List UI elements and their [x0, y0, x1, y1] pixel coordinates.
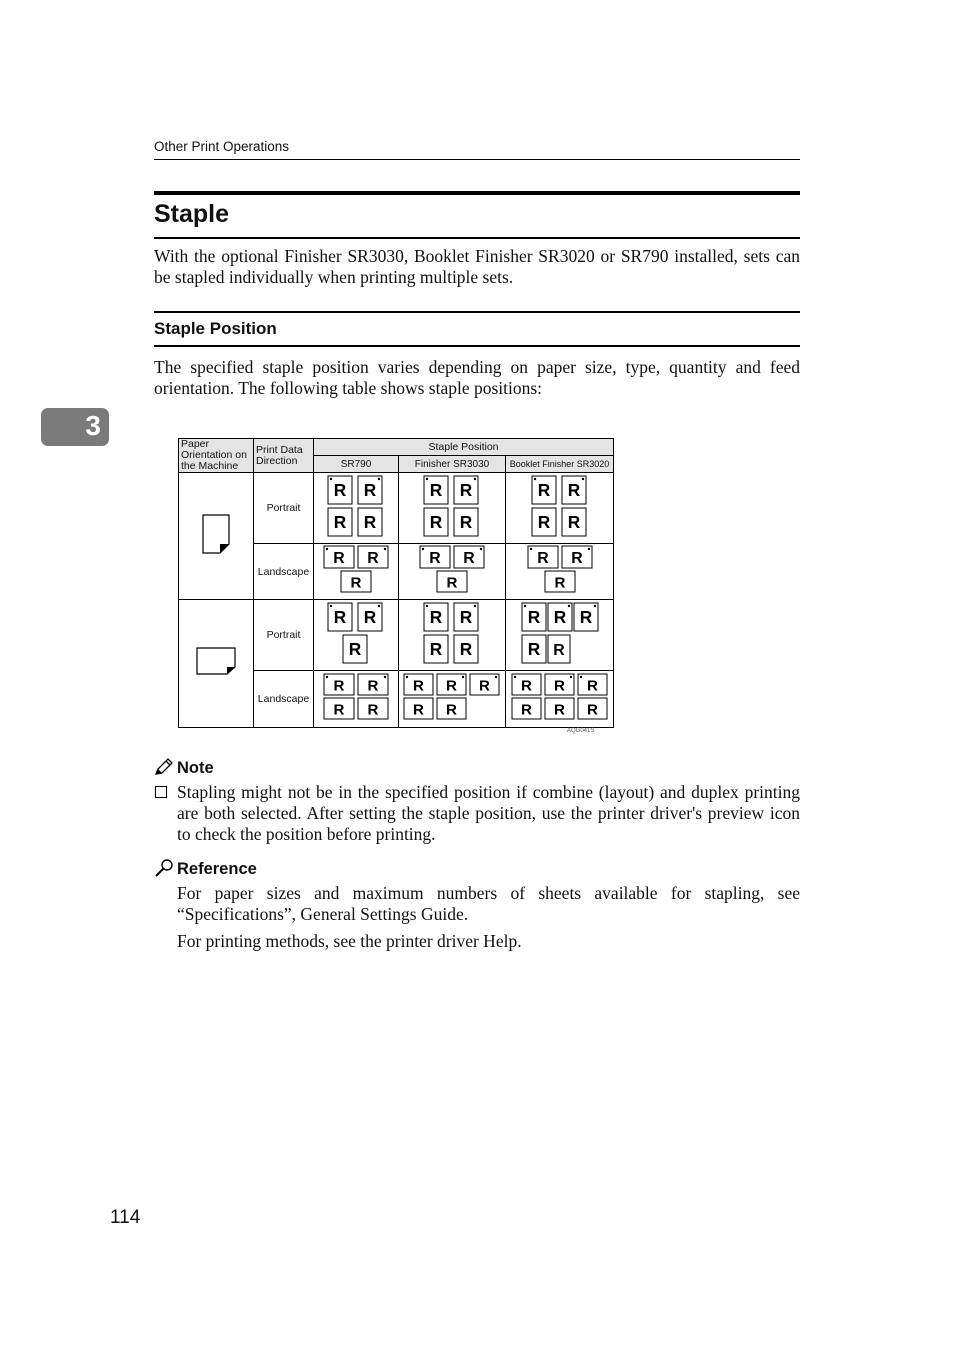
- staple-cell: [506, 544, 614, 600]
- staple-diagram: [422, 601, 482, 665]
- r-glyph: R: [333, 511, 347, 532]
- reference-line-2: For printing methods, see the printer driver Help.: [177, 931, 522, 951]
- paper-landscape-cell: [179, 600, 254, 728]
- intro-paragraph: With the optional Finisher SR3030, Booklet Finisher SR3020 or SR790 installed, sets can be stapled individually when printing multiple sets.: [154, 246, 800, 287]
- staple-cell: [399, 600, 506, 671]
- staple-mark: [480, 548, 482, 550]
- r-glyph: R: [429, 550, 441, 567]
- note-checkbox-bullet: [155, 786, 167, 798]
- r-glyph: R: [586, 701, 598, 718]
- header-paper-orientation: Paper Orientation on the Machine: [179, 439, 254, 473]
- landscape-sheet-icon: [195, 646, 237, 676]
- r-glyph: R: [570, 550, 583, 567]
- staple-mark: [426, 604, 428, 606]
- staple-mark: [422, 548, 424, 550]
- note-heading-text: Note: [177, 759, 214, 777]
- staple-mark: [330, 477, 332, 479]
- r-glyph: R: [459, 479, 473, 500]
- r-glyph: R: [554, 574, 565, 592]
- staple-mark: [326, 548, 328, 550]
- staple-diagram: [326, 601, 386, 665]
- r-glyph: R: [463, 550, 475, 567]
- header-print-direction: Print Data Direction: [254, 439, 314, 473]
- r-glyph: R: [367, 701, 379, 718]
- staple-diagram: [320, 544, 392, 594]
- r-glyph: R: [520, 701, 532, 718]
- staple-position-table: [178, 438, 614, 728]
- r-glyph: R: [367, 550, 379, 567]
- r-glyph: R: [363, 606, 377, 627]
- r-glyph: R: [429, 638, 443, 659]
- staple-mark: [384, 548, 386, 550]
- portrait-sheet-icon: [200, 514, 232, 554]
- r-glyph: R: [333, 701, 345, 718]
- chapter-number: 3: [85, 410, 101, 441]
- r-glyph: R: [348, 638, 362, 659]
- staple-mark: [581, 477, 583, 479]
- staple-mark: [384, 675, 386, 677]
- staple-mark: [533, 477, 535, 479]
- r-glyph: R: [333, 550, 345, 567]
- note-heading: [154, 758, 214, 778]
- staple-mark: [378, 604, 380, 606]
- section-title: Staple: [154, 200, 230, 228]
- page-number: 114: [110, 1207, 141, 1228]
- r-glyph: R: [333, 677, 345, 694]
- reference-heading: [154, 859, 257, 879]
- header-sr3020: Booklet Finisher SR3020: [506, 456, 614, 473]
- staple-cell: [314, 671, 399, 728]
- staple-diagram: [520, 601, 600, 665]
- header-sr790: SR790: [314, 456, 399, 473]
- r-glyph: R: [363, 479, 377, 500]
- r-glyph: R: [479, 677, 490, 694]
- r-glyph: R: [429, 606, 443, 627]
- r-glyph: R: [527, 606, 540, 627]
- staple-mark: [406, 675, 408, 677]
- section-title-rule: [154, 237, 800, 239]
- r-glyph: R: [446, 677, 457, 694]
- staple-cell: [506, 671, 614, 728]
- r-glyph: R: [413, 677, 424, 694]
- r-glyph: R: [567, 511, 580, 532]
- staple-diagram: [510, 672, 610, 722]
- staple-mark: [462, 675, 464, 677]
- staple-cell: [399, 473, 506, 544]
- running-header: Other Print Operations: [154, 139, 290, 154]
- r-glyph: R: [520, 677, 532, 694]
- r-glyph: R: [429, 479, 443, 500]
- subsection-bottom-rule: [154, 345, 800, 347]
- staple-diagram: [402, 672, 502, 722]
- r-glyph: R: [333, 606, 347, 627]
- section-top-rule: [154, 191, 800, 195]
- staple-mark: [579, 675, 581, 677]
- header-rule: [154, 159, 800, 160]
- chapter-tab: [41, 408, 109, 446]
- subsection-title: Staple Position: [154, 319, 277, 338]
- r-glyph: R: [579, 606, 592, 627]
- staple-mark: [495, 675, 497, 677]
- row-label-landscape: Landscape: [254, 671, 314, 728]
- staple-mark: [587, 548, 589, 550]
- r-glyph: R: [537, 511, 550, 532]
- staple-mark: [426, 477, 428, 479]
- r-glyph: R: [553, 606, 566, 627]
- r-glyph: R: [363, 511, 377, 532]
- staple-mark: [513, 675, 515, 677]
- subsection-top-rule: [154, 311, 800, 313]
- staple-cell: [314, 473, 399, 544]
- staple-cell: [314, 544, 399, 600]
- staple-cell: [399, 544, 506, 600]
- r-glyph: R: [446, 701, 457, 718]
- staple-mark: [326, 675, 328, 677]
- staple-mark: [593, 604, 595, 606]
- r-glyph: R: [553, 677, 565, 694]
- r-glyph: R: [586, 677, 598, 694]
- r-glyph: R: [367, 677, 379, 694]
- subsection-paragraph: The specified staple position varies depending on paper size, type, quantity and feed orientation. The following table shows staple positions:: [154, 357, 800, 398]
- r-glyph: R: [446, 574, 458, 592]
- staple-diagram: [326, 474, 386, 538]
- header-staple-position: Staple Position: [314, 439, 614, 456]
- staple-mark: [567, 604, 569, 606]
- r-glyph: R: [429, 511, 443, 532]
- staple-diagram: [320, 672, 392, 722]
- staple-cell: [506, 600, 614, 671]
- pencil-icon: [154, 758, 174, 776]
- row-label-landscape: Landscape: [254, 544, 314, 600]
- r-glyph: R: [459, 638, 473, 659]
- staple-mark: [569, 675, 571, 677]
- staple-cell: [314, 600, 399, 671]
- r-glyph: R: [527, 638, 540, 659]
- staple-mark: [474, 604, 476, 606]
- staple-mark: [330, 604, 332, 606]
- r-glyph: R: [567, 479, 580, 500]
- note-item: Stapling might not be in the specified position if combine (layout) and duplex printing are both selected. After setting the staple position, use the printer driver's preview icon to check the position before printing.: [177, 782, 800, 844]
- row-label-portrait: Portrait: [254, 473, 314, 544]
- staple-cell: [399, 671, 506, 728]
- r-glyph: R: [552, 641, 565, 659]
- staple-mark: [474, 477, 476, 479]
- staple-diagram: [524, 544, 596, 594]
- r-glyph: R: [537, 479, 550, 500]
- r-glyph: R: [333, 479, 347, 500]
- staple-mark: [378, 477, 380, 479]
- r-glyph: R: [350, 574, 362, 592]
- staple-diagram: [416, 544, 488, 594]
- r-glyph: R: [459, 606, 473, 627]
- paper-portrait-cell: [179, 473, 254, 600]
- figure-id: AQG041S: [567, 728, 595, 734]
- staple-diagram: [530, 474, 590, 538]
- header-sr3030: Finisher SR3030: [399, 456, 506, 473]
- staple-mark: [529, 548, 531, 550]
- r-glyph: R: [459, 511, 473, 532]
- staple-cell: [506, 473, 614, 544]
- staple-mark: [523, 604, 525, 606]
- magnifier-icon: [154, 859, 174, 877]
- reference-line-1: For paper sizes and maximum numbers of sheets available for stapling, see “Specifications”, General Settings Guide.: [177, 883, 800, 924]
- r-glyph: R: [553, 701, 565, 718]
- row-label-portrait: Portrait: [254, 600, 314, 671]
- staple-diagram: [422, 474, 482, 538]
- r-glyph: R: [536, 550, 549, 567]
- reference-heading-text: Reference: [177, 860, 257, 878]
- r-glyph: R: [413, 701, 424, 718]
